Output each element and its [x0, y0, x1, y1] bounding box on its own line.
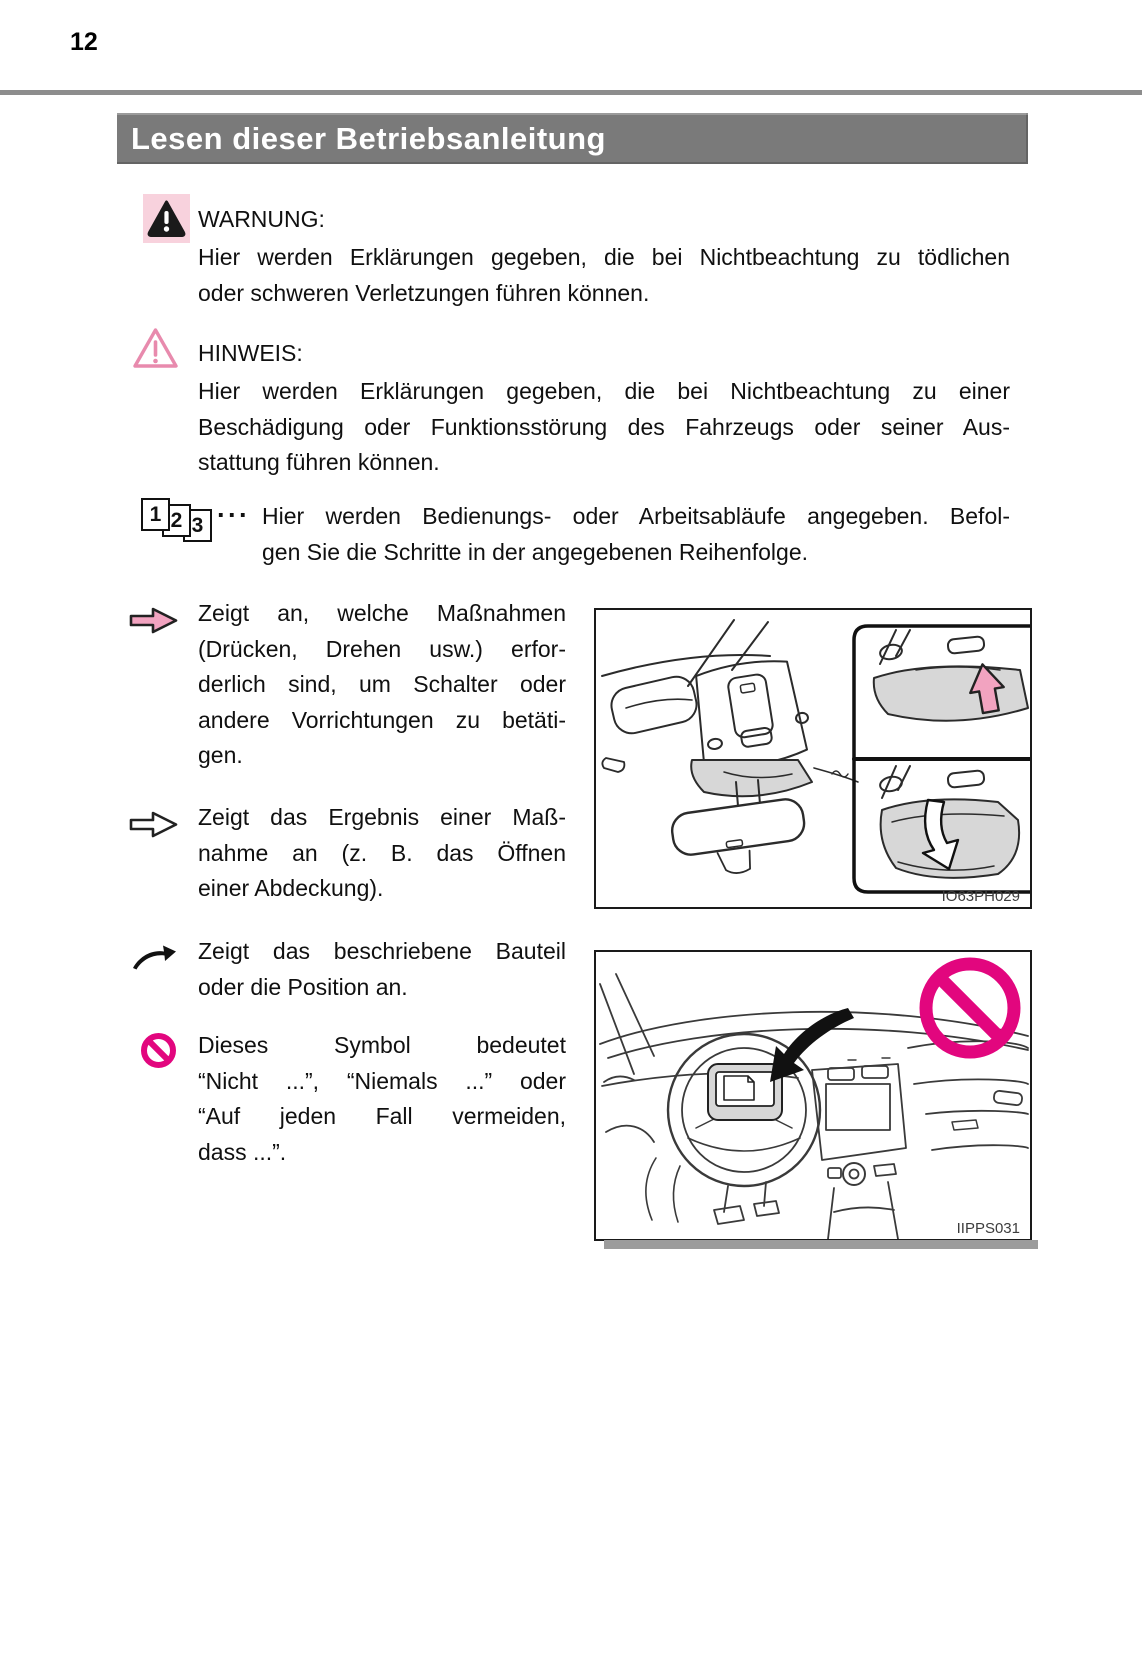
warning-triangle-glyph — [146, 198, 187, 239]
steps-body: Hier werden Bedienungs- oder Arbeitsabläufe angegeben. Befol- gen Sie die Schritte in der angegebenen Reihenfolge. — [262, 503, 1010, 565]
figure-code: IO63PH029 — [941, 888, 1020, 905]
step-box-1: 1 — [141, 498, 170, 531]
action-body: Zeigt an, welche Maßnahmen (Drücken, Drehen usw.) erfor- derlich sind, um Schalter oder andere Vorrichtungen zu betäti- gen. — [198, 600, 566, 769]
warning-triangle-icon — [143, 194, 190, 243]
prohibition-glyph — [140, 1032, 177, 1069]
pink-arrow-glyph — [128, 606, 180, 635]
step-box-3: 3 — [183, 509, 212, 542]
page-number: 12 — [70, 28, 98, 56]
figure-overhead-console — [594, 608, 1032, 909]
figure-shadow — [604, 1240, 1038, 1249]
steps-ellipsis: ··· — [217, 500, 250, 530]
figure-code: IIPPS031 — [956, 1220, 1020, 1237]
curved-arrow-icon — [131, 944, 177, 972]
warning-label: WARNUNG: — [198, 206, 325, 232]
result-body: Zeigt das Ergebnis einer Maß- nahme an (z. B. das Öffnen einer Abdeckung). — [198, 804, 566, 902]
outline-arrow-icon — [128, 810, 180, 839]
step-box-2: 2 — [162, 504, 191, 537]
notice-triangle-glyph — [132, 326, 179, 371]
warning-body: Hier werden Erklärungen gegeben, die bei Nichtbeachtung zu tödlichen oder schweren Verletzungen führen können. — [198, 244, 1010, 306]
page-title: Lesen dieser Betriebsanleitung — [131, 121, 606, 156]
dashboard-illustration — [596, 952, 1030, 1239]
notice-label: HINWEIS: — [198, 340, 303, 366]
prohibition-body: Dieses Symbol bedeutet “Nicht ...”, “Niemals ...” oder “Auf jeden Fall vermeiden, dass ...”. — [198, 1032, 566, 1165]
pointer-body: Zeigt das beschriebene Bauteil oder die Position an. — [198, 938, 566, 1000]
numbered-steps-icon — [141, 498, 251, 544]
pink-arrow-icon — [128, 606, 180, 635]
notice-body: Hier werden Erklärungen gegeben, die bei Nichtbeachtung zu einer Beschädigung oder Funktionsstörung des Fahrzeugs oder seiner Aus- stattung führen können. — [198, 378, 1010, 476]
overhead-console-illustration — [596, 610, 1030, 907]
outline-arrow-glyph — [128, 810, 180, 839]
prohibition-icon — [140, 1032, 177, 1069]
curved-arrow-glyph — [131, 944, 177, 972]
figure-dashboard — [594, 950, 1032, 1241]
notice-triangle-icon — [132, 326, 179, 371]
section-title-bar — [117, 113, 1028, 164]
header-rule — [0, 90, 1142, 95]
